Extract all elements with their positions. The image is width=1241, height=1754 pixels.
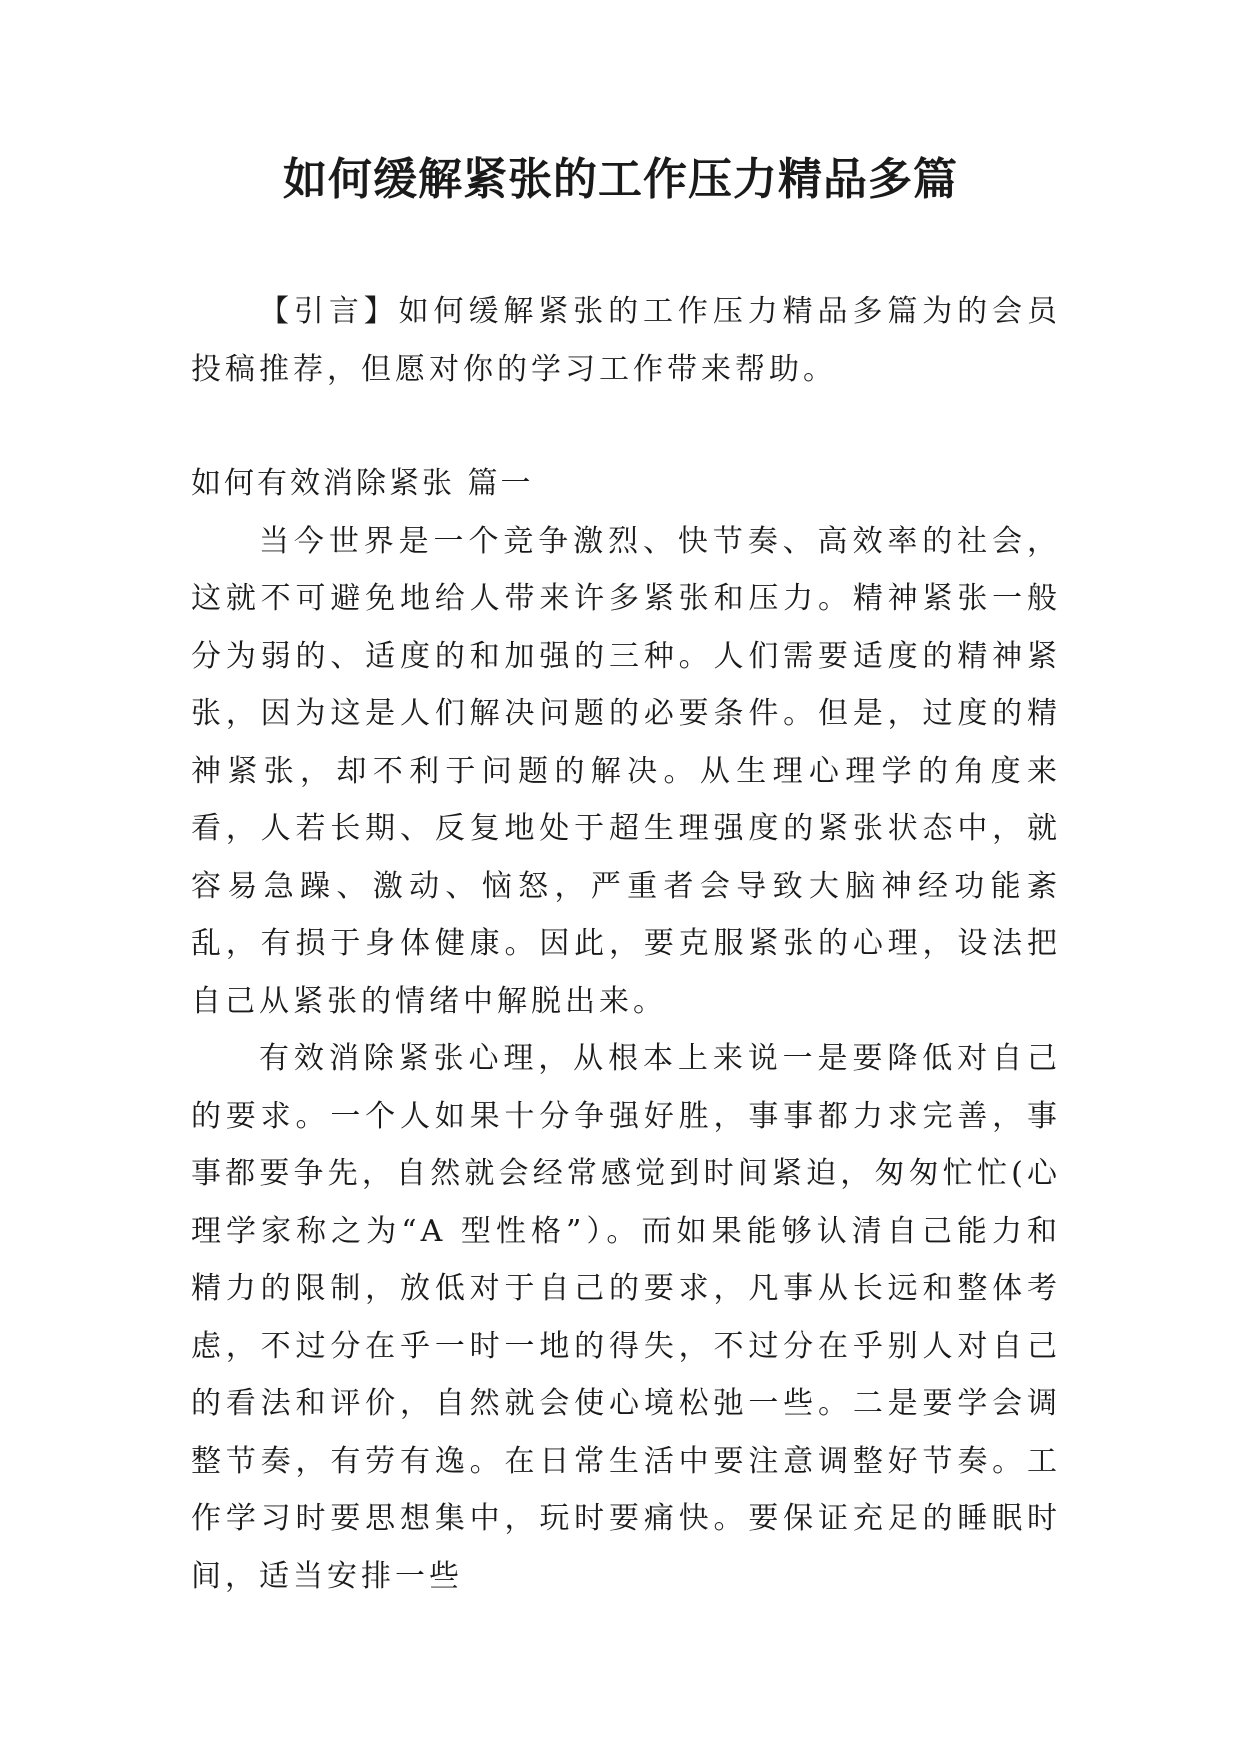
body-paragraph-2: 有效消除紧张心理，从根本上来说一是要降低对自己的要求。一个人如果十分争强好胜，事事都力求完善，事事都要争先，自然就会经常感觉到时间紧迫，匆匆忙忙(心理学家称之为“A 型性格”）。而如果能够认清自己能力和精力的限制，放低对于自己的要求，凡事从长远和整体考虑，不过分在乎一时一地的得失，不过分在乎别人对自己的看法和评价，自然就会使心境松弛一些。二是要学会调整节奏，有劳有逸。在日常生活中要注意调整好节奏。工作学习时要思想集中，玩时要痛快。要保证充足的睡眠时间，适当安排一些	[191, 1041, 1061, 1594]
body-paragraph-1: 当今世界是一个竞争激烈、快节奏、高效率的社会，这就不可避免地给人带来许多紧张和压力。精神紧张一般分为弱的、适度的和加强的三种。人们需要适度的精神紧张，因为这是人们解决问题的必要条件。但是，过度的精神紧张，却不利于问题的解决。从生理心理学的角度来看，人若长期、反复地处于超生理强度的紧张状态中，就容易急躁、激动、恼怒，严重者会导致大脑神经功能紊乱，有损于身体健康。因此，要克服紧张的心理，设法把自己从紧张的情绪中解脱出来。	[191, 523, 1061, 1019]
document-title: 如何缓解紧张的工作压力精品多篇	[283, 154, 958, 205]
section-heading: 如何有效消除紧张 篇一	[191, 466, 534, 501]
document-body	[191, 283, 1061, 1605]
intro-paragraph: 【引言】如何缓解紧张的工作压力精品多篇为的会员投稿推荐，但愿对你的学习工作带来帮助。	[191, 294, 1061, 387]
spacer	[191, 398, 1061, 455]
